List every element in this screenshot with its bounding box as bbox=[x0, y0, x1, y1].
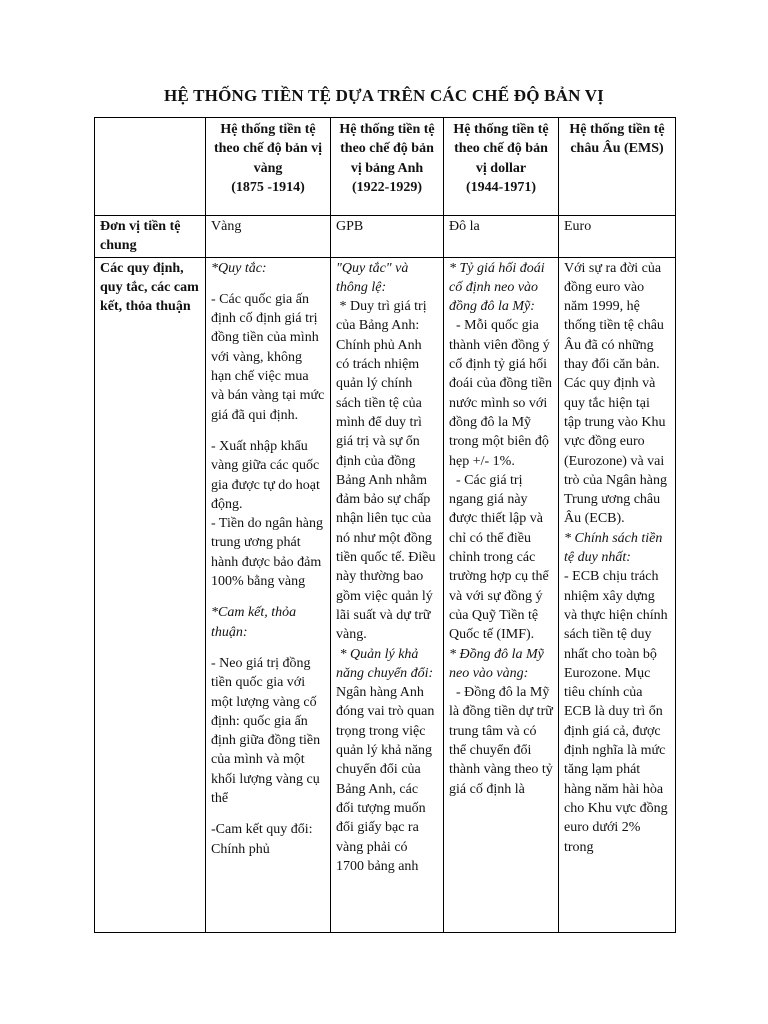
row-label-rules bbox=[95, 257, 206, 932]
euro-intro: Với sự ra đời của đồng euro vào năm 1999, hệ thống tiền tệ châu Âu đã có những thay đổi căn bản. Các quy định và quy tắc hiện tại tập trung vào Khu vực đồng euro (Eurozone) và vai trò của Ngân hàng Trung ương châu Âu (ECB). bbox=[564, 260, 668, 527]
cell-currency-gold: Vàng bbox=[206, 216, 331, 258]
dollar-heading-2: * Đồng đô la Mỹ neo vào vàng: bbox=[449, 646, 544, 681]
monetary-systems-table bbox=[94, 117, 676, 933]
cell-rules-dollar bbox=[444, 257, 559, 932]
dollar-rule-3: - Đồng đô la Mỹ là đồng tiền dự trữ trung tâm và có thể chuyển đổi thành vàng theo tỷ giá cố định là bbox=[449, 685, 557, 797]
header-dollar-standard: Hệ thống tiền tệ theo chế độ bản vị dollar (1944-1971) bbox=[444, 118, 559, 216]
pound-rule-2 bbox=[336, 645, 438, 877]
table-header-row bbox=[95, 118, 676, 216]
cell-rules-gold bbox=[206, 257, 331, 932]
dollar-rule-2: - Các giá trị ngang giá này được thiết lập và chỉ có thể điều chỉnh trong các trường hợp cụ thể và với sự đồng ý của Quỹ Tiền tệ Quốc tế (IMF). bbox=[449, 472, 553, 643]
gold-rules-heading: *Quy tắc: bbox=[211, 260, 267, 276]
row-label-rules-text: Các quy định, quy tắc, các cam kết, thỏa thuận bbox=[100, 260, 199, 315]
gold-rule-1: - Các quốc gia ấn định cố định giá trị đồng tiền của mình với vàng, không hạn chế việc mua và bán vàng tại mức giá đã qui định. bbox=[211, 291, 325, 423]
cell-rules-pound bbox=[331, 257, 444, 932]
cell-currency-pound: GPB bbox=[331, 216, 444, 258]
gold-commit-1: - Neo giá trị đồng tiền quốc gia với một lượng vàng cố định: quốc gia ấn định giữa đồng tiền của mình và một khối lượng vàng cụ thể bbox=[211, 655, 321, 807]
header-empty-cell bbox=[95, 118, 206, 216]
gold-rule-3: - Tiền do ngân hàng trung ương phát hành được bảo đảm 100% bằng vàng bbox=[211, 516, 323, 590]
gold-commit-heading: *Cam kết, thỏa thuận: bbox=[211, 605, 297, 640]
pound-rule-2-heading: * Quản lý khả năng chuyển đổi: bbox=[336, 646, 434, 681]
dollar-heading-1: * Tỷ giá hối đoái cố định neo vào đồng đô la Mỹ: bbox=[449, 260, 545, 315]
pound-rule-1 bbox=[336, 297, 438, 644]
euro-heading-1: * Chính sách tiền tệ duy nhất: bbox=[564, 530, 663, 566]
gold-commit-2: -Cam kết quy đổi: Chính phủ bbox=[211, 822, 313, 857]
pound-rule-1-text: Duy trì giá trị của Bảng Anh: Chính phủ Anh có trách nhiệm quản lý chính sách tiền tệ của mình để duy trì giá trị và sự ổn định của đồng Bảng Anh nhằm đảm bảo sự chấp nhận liên tục của nó như một đồng tiền quốc tế. Điều này thường bao gồm việc quản lý lãi suất và dự trữ vàng. bbox=[336, 299, 436, 643]
row-label-currency: Đơn vị tiền tệ chung bbox=[95, 216, 206, 258]
header-ems: Hệ thống tiền tệ châu Âu (EMS) bbox=[559, 118, 676, 216]
gold-rule-2: - Xuất nhập khẩu vàng giữa các quốc gia được tự do hoạt động. bbox=[211, 438, 320, 512]
cell-rules-euro bbox=[559, 257, 676, 932]
table-row-rules bbox=[95, 257, 676, 932]
euro-rule-1: - ECB chịu trách nhiệm xây dựng và thực hiện chính sách tiền tệ duy nhất cho toàn bộ Eurozone. Mục tiêu chính của ECB là duy trì ổn định giá cả, được định nghĩa là mức tăng lạm phát hàng năm hài hòa cho Khu vực đồng euro dưới 2% trong bbox=[564, 569, 668, 855]
header-pound-standard: Hệ thống tiền tệ theo chế độ bản vị bảng Anh (1922-1929) bbox=[331, 118, 444, 216]
cell-currency-dollar: Đô la bbox=[444, 216, 559, 258]
pound-rules-heading: "Quy tắc" và thông lệ: bbox=[336, 260, 409, 295]
cell-currency-euro: Euro bbox=[559, 216, 676, 258]
pound-rule-2-text: Ngân hàng Anh đóng vai trò quan trọng trong việc quản lý khả năng chuyển đổi của Bảng Anh, các đối tượng muốn đổi giấy bạc ra vàng phải có 1700 bảng anh bbox=[336, 685, 435, 874]
pound-rule-1-bullet: * bbox=[336, 299, 350, 315]
document-title: HỆ THỐNG TIỀN TỆ DỰA TRÊN CÁC CHẾ ĐỘ BẢN VỊ bbox=[164, 86, 604, 105]
header-gold-standard: Hệ thống tiền tệ theo chế độ bản vị vàng (1875 -1914) bbox=[206, 118, 331, 216]
table-row-currency bbox=[95, 216, 676, 258]
dollar-rule-1: - Mỗi quốc gia thành viên đồng ý cố định tỷ giá hối đoái của đồng tiền nước mình so với đồng đô la Mỹ trong một biên độ hẹp +/- 1%. bbox=[449, 318, 556, 469]
